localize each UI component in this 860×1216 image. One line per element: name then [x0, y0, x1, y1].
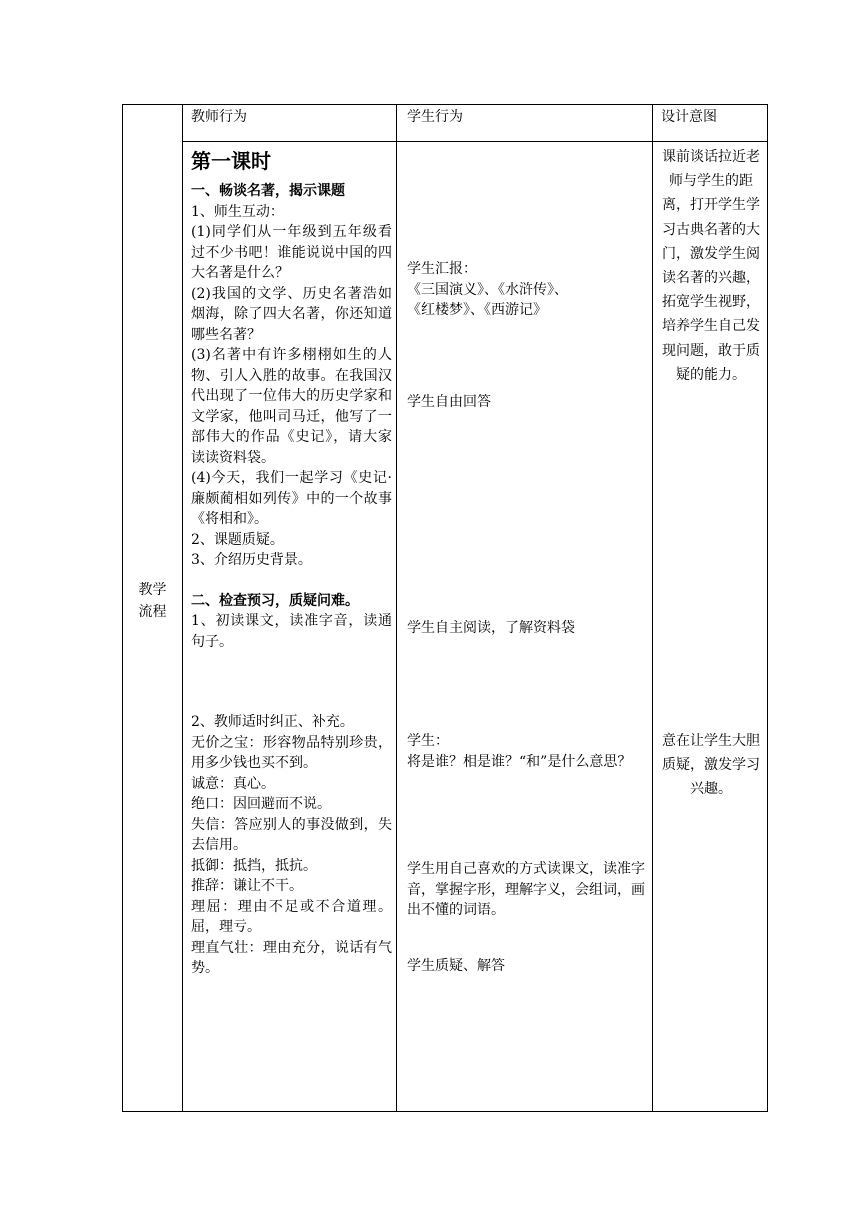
header-design: 设计意图 [661, 109, 717, 125]
column-divider [652, 105, 653, 1111]
student-answer-5: 学生用自己喜欢的方式读课文，读准字音，掌握字形，理解字义，会组词，画出不懂的词语。 [407, 861, 645, 918]
vocab-item: 失信：答应别人的事没做到，失去信用。 [191, 816, 392, 853]
student-text: 《三国演义》、《水浒传》、 [407, 281, 568, 298]
design-intent-2: 意在让学生大胆质疑，激发学习兴趣。 [662, 733, 760, 798]
vocab-item: 推辞：谦让不干。 [191, 878, 303, 894]
student-answer-4 [407, 731, 651, 772]
student-answer-1 [407, 259, 651, 321]
teacher-item: 1、师生互动： [191, 203, 284, 220]
column-divider [182, 105, 183, 1111]
vocab-item: 理屈：理由不足或不合道理。屈，理亏。 [191, 898, 392, 935]
column-divider [396, 105, 397, 1111]
student-answer-2: 学生自由回答 [407, 394, 491, 410]
teacher-item: (4)今天，我们一起学习《史记·廉颇蔺相如列传》中的一个故事《将相和》。 [191, 470, 392, 527]
side-label [123, 579, 182, 623]
teacher-item: (1)同学们从一年级到五年级看过不少书吧！谁能说说中国的四大名著是什么？ [191, 224, 392, 281]
vocab-item: 绝口：因回避而不说。 [191, 796, 331, 812]
student-answer-3: 学生自主阅读，了解资料袋 [407, 620, 575, 636]
teacher-item: (3)名著中有许多栩栩如生的人物、引人入胜的故事。在我国汉代出现了一位伟大的历史学家和文学家，他叫司马迁，他写了一部伟大的作品《史记》，请大家读读资料袋。 [191, 347, 392, 466]
section1-title: 一、畅谈名著，揭示课题 [191, 183, 345, 199]
vocab-item: 诚意：真心。 [191, 775, 275, 792]
teacher-item: (2)我国的文学、历史名著浩如烟海，除了四大名著，你还知道哪些名著？ [191, 285, 392, 343]
teacher-column [191, 147, 392, 979]
header-student: 学生行为 [407, 109, 463, 125]
header-teacher: 教师行为 [191, 109, 247, 125]
teacher-item: 1、初读课文，读准字音，读通句子。 [191, 613, 392, 650]
student-text: 学生： [407, 733, 449, 749]
student-answer-6: 学生质疑、解答 [407, 958, 505, 974]
student-text: 《红楼梦》、《西游记》 [407, 302, 547, 318]
student-text: 学生汇报： [407, 261, 477, 277]
teacher-item: 2、课题质疑。 [191, 531, 284, 548]
student-text: 将是谁？相是谁？“和”是什么意思？ [407, 753, 632, 770]
side-label-line1: 教学 [138, 582, 167, 598]
vocab-item: 无价之宝：形容物品特别珍贵，用多少钱也买不到。 [191, 734, 392, 771]
lesson-title: 第一课时 [191, 149, 271, 173]
design-intent-1: 课前谈话拉近老师与学生的距离，打开学生学习古典名著的大门，激发学生阅读名著的兴趣，拓宽学生视野，培养学生自己发现问题，敢于质疑的能力。 [662, 149, 760, 383]
lesson-plan-table [122, 104, 768, 1112]
vocab-item: 理直气壮：理由充分，说话有气势。 [191, 939, 392, 976]
section2-title: 二、检查预习，质疑问难。 [191, 592, 359, 609]
teacher-item: 3、介绍历史背景。 [191, 552, 312, 568]
header-divider [182, 141, 767, 142]
vocab-item: 抵御：抵挡，抵抗。 [191, 857, 317, 874]
side-label-line2: 流程 [138, 604, 167, 620]
teacher-item: 2、教师适时纠正、补充。 [191, 714, 354, 730]
